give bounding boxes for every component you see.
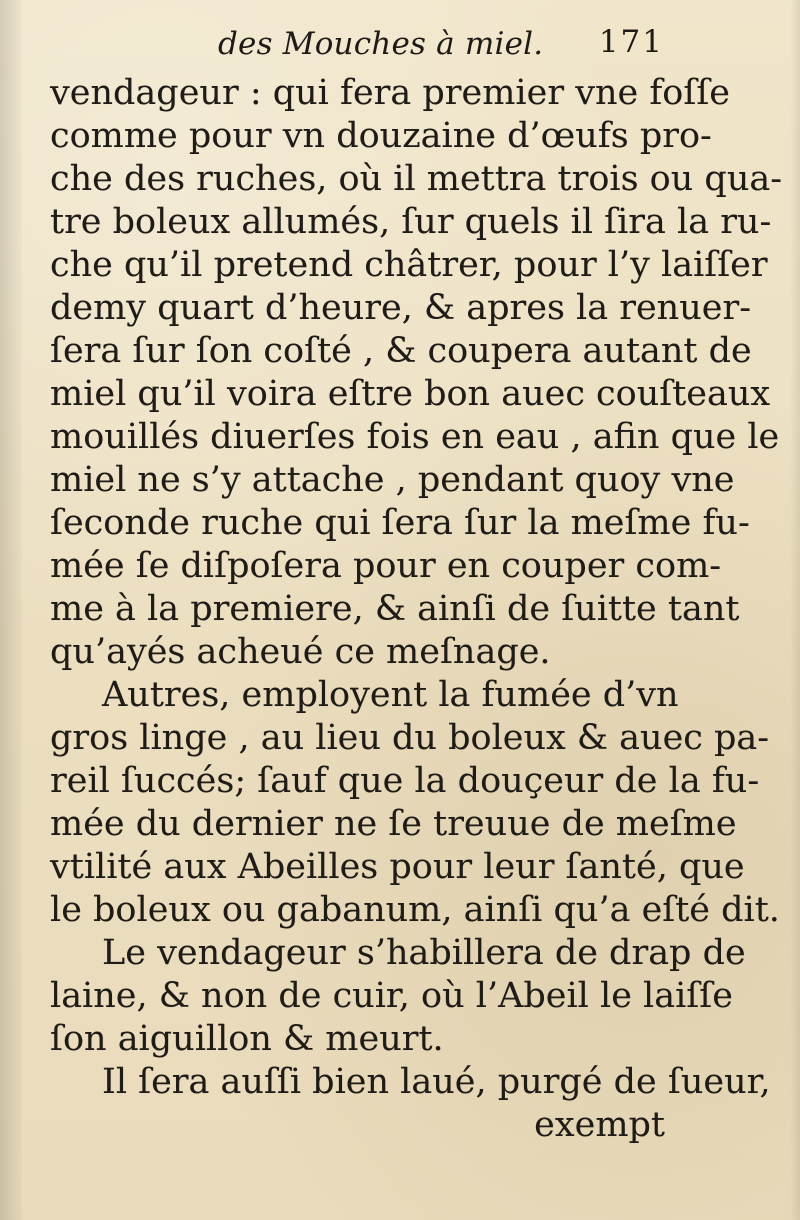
text-line: ſeconde ruche qui ſera ſur la meſme fu-	[50, 503, 750, 543]
text-line: vtilité aux Abeilles pour leur ſanté, que	[50, 847, 745, 887]
catchword: exempt	[534, 1105, 665, 1145]
text-line: mée du dernier ne ſe treuue de meſme	[50, 804, 737, 844]
text-line: comme pour vn douzaine d’œufs pro-	[50, 116, 712, 156]
text-line: miel qu’il voira eſtre bon auec couſteaux	[50, 374, 771, 414]
text-line: tre boleux allumés, ſur quels il ſira la ru-	[50, 202, 772, 242]
text-line: gros linge , au lieu du boleux & auec pa-	[50, 718, 770, 758]
text-line: demy quart d’heure, & apres la renuer-	[50, 288, 752, 328]
page-number: 171	[598, 24, 664, 60]
text-line: che qu’il pretend châtrer, pour l’y laiſſer	[50, 245, 768, 285]
paragraph-start: Il ſera auſſi bien laué, purgé de ſueur,	[102, 1062, 771, 1102]
text-line: ſon aiguillon & meurt.	[50, 1019, 444, 1059]
paragraph-start: Le vendageur s’habillera de drap de	[102, 933, 746, 973]
text-line: mée ſe diſpoſera pour en couper com-	[50, 546, 722, 586]
text-line: che des ruches, où il mettra trois ou qua-	[50, 159, 783, 199]
text-line: laine, & non de cuir, où l’Abeil le laiſſe	[50, 976, 733, 1016]
text-line: miel ne s’y attache , pendant quoy vne	[50, 460, 735, 500]
text-line: reil ſuccés; ſauf que la douçeur de la fu-	[50, 761, 760, 801]
text-line: mouillés diuerſes fois en eau , afin que le	[50, 417, 780, 457]
text-line: me à la premiere, & ainſi de ſuitte tant	[50, 589, 740, 629]
body-text	[50, 72, 783, 1147]
text-line: vendageur : qui fera premier vne foſſe	[50, 73, 730, 113]
page-left-shadow	[0, 0, 22, 1220]
text-line: ſera ſur ſon coſté , & coupera autant de	[50, 331, 752, 371]
page-header	[210, 16, 670, 64]
running-title: des Mouches à miel.	[218, 26, 544, 62]
text-line: qu’ayés acheué ce meſnage.	[50, 632, 551, 672]
text-line: le boleux ou gabanum, ainſi qu’a eſté dit.	[50, 890, 780, 930]
paragraph-start: Autres, employent la fumée d’vn	[102, 675, 679, 715]
page-right-shadow	[790, 0, 800, 1220]
